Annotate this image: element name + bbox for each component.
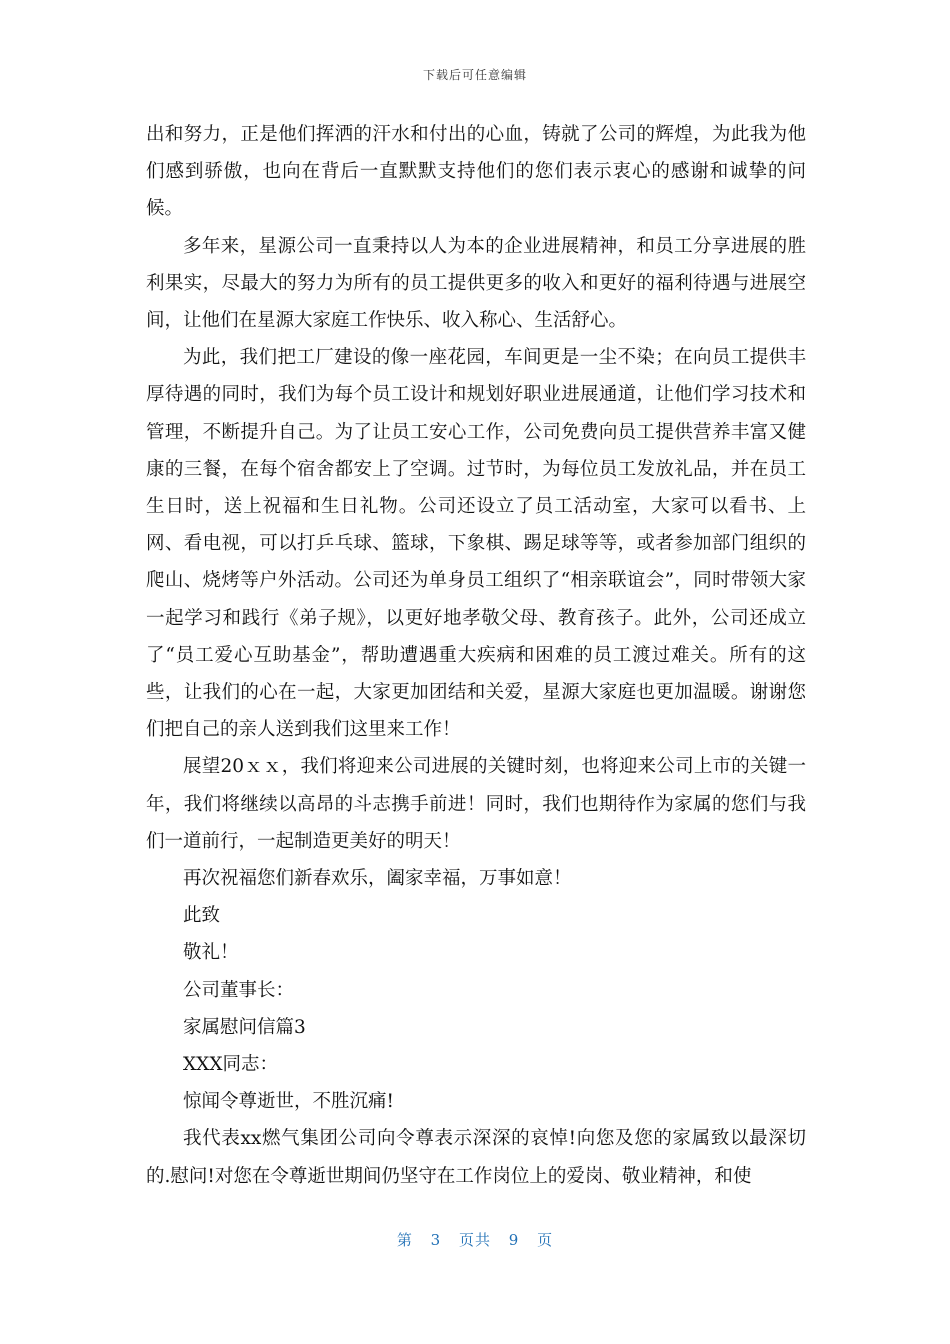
- closing-salute: 敬礼！: [183, 942, 239, 964]
- paragraph: 出和努力，正是他们挥洒的汗水和付出的心血，铸就了公司的辉煌，为此我为他们感到骄傲，也向在背后一直默默支持他们的您们表示衷心的感谢和诚挚的问候。: [146, 124, 806, 220]
- document-body: [146, 116, 806, 1195]
- section-title: 家属慰问信篇3: [183, 1016, 306, 1038]
- paragraph: 惊闻令尊逝世，不胜沉痛!: [183, 1091, 394, 1113]
- salutation: XXX同志：: [183, 1054, 279, 1076]
- paragraph: 多年来，星源公司一直秉持以人为本的企业进展精神，和员工分享进展的胜利果实，尽最大的努力为所有的员工提供更多的收入和更好的福利待遇与进展空间，让他们在星源大家庭工作快乐、收入称心、生活舒心。: [146, 235, 806, 332]
- paragraph: 展望20ｘｘ，我们将迎来公司进展的关键时刻，也将迎来公司上市的关键一年，我们将继续以高昂的斗志携手前进！同时，我们也期待作为家属的您们与我们一道前行，一起制造更美好的明天！: [146, 756, 806, 852]
- paragraph: 再次祝福您们新春欢乐，阖家幸福，万事如意！: [183, 868, 572, 890]
- paragraph: 为此，我们把工厂建设的像一座花园，车间更是一尘不染；在向员工提供丰厚待遇的同时，我们为每个员工设计和规划好职业进展通道，让他们学习技术和管理，不断提升自己。为了让员工安心工作，公司免费向员工提供营养丰富又健康的三餐，在每个宿舍都安上了空调。过节时，为每位员工发放礼品，并在员工生日时，送上祝福和生日礼物。公司还设立了员工活动室，大家可以看书、上网、看电视，可以打乒乓球、篮球，下象棋、踢足球等等，或者参加部门组织的爬山、烧烤等户外活动。公司还为单身员工组织了“相亲联谊会”，同时带领大家一起学习和践行《弟子规》，以更好地孝敬父母、教育孩子。此外，公司还成立了“员工爱心互助基金”，帮助遭遇重大疾病和困难的员工渡过难关。所有的这些，让我们的心在一起，大家更加团结和关爱，星源大家庭也更加温暖。谢谢您们把自己的亲人送到我们这里来工作！: [146, 347, 806, 741]
- page-number-footer: 第 3 页共 9 页: [396, 1231, 554, 1249]
- paragraph: 我代表xx燃气集团公司向令尊表示深深的哀悼!向您及您的家属致以最深切的.慰问!对您在令尊逝世期间仍坚守在工作岗位上的爱岗、敬业精神，和使: [146, 1128, 806, 1187]
- closing-line: 此致: [183, 905, 221, 927]
- page-header-note: 下载后可任意编辑: [422, 68, 527, 82]
- signature-line: 公司董事长：: [183, 979, 295, 1001]
